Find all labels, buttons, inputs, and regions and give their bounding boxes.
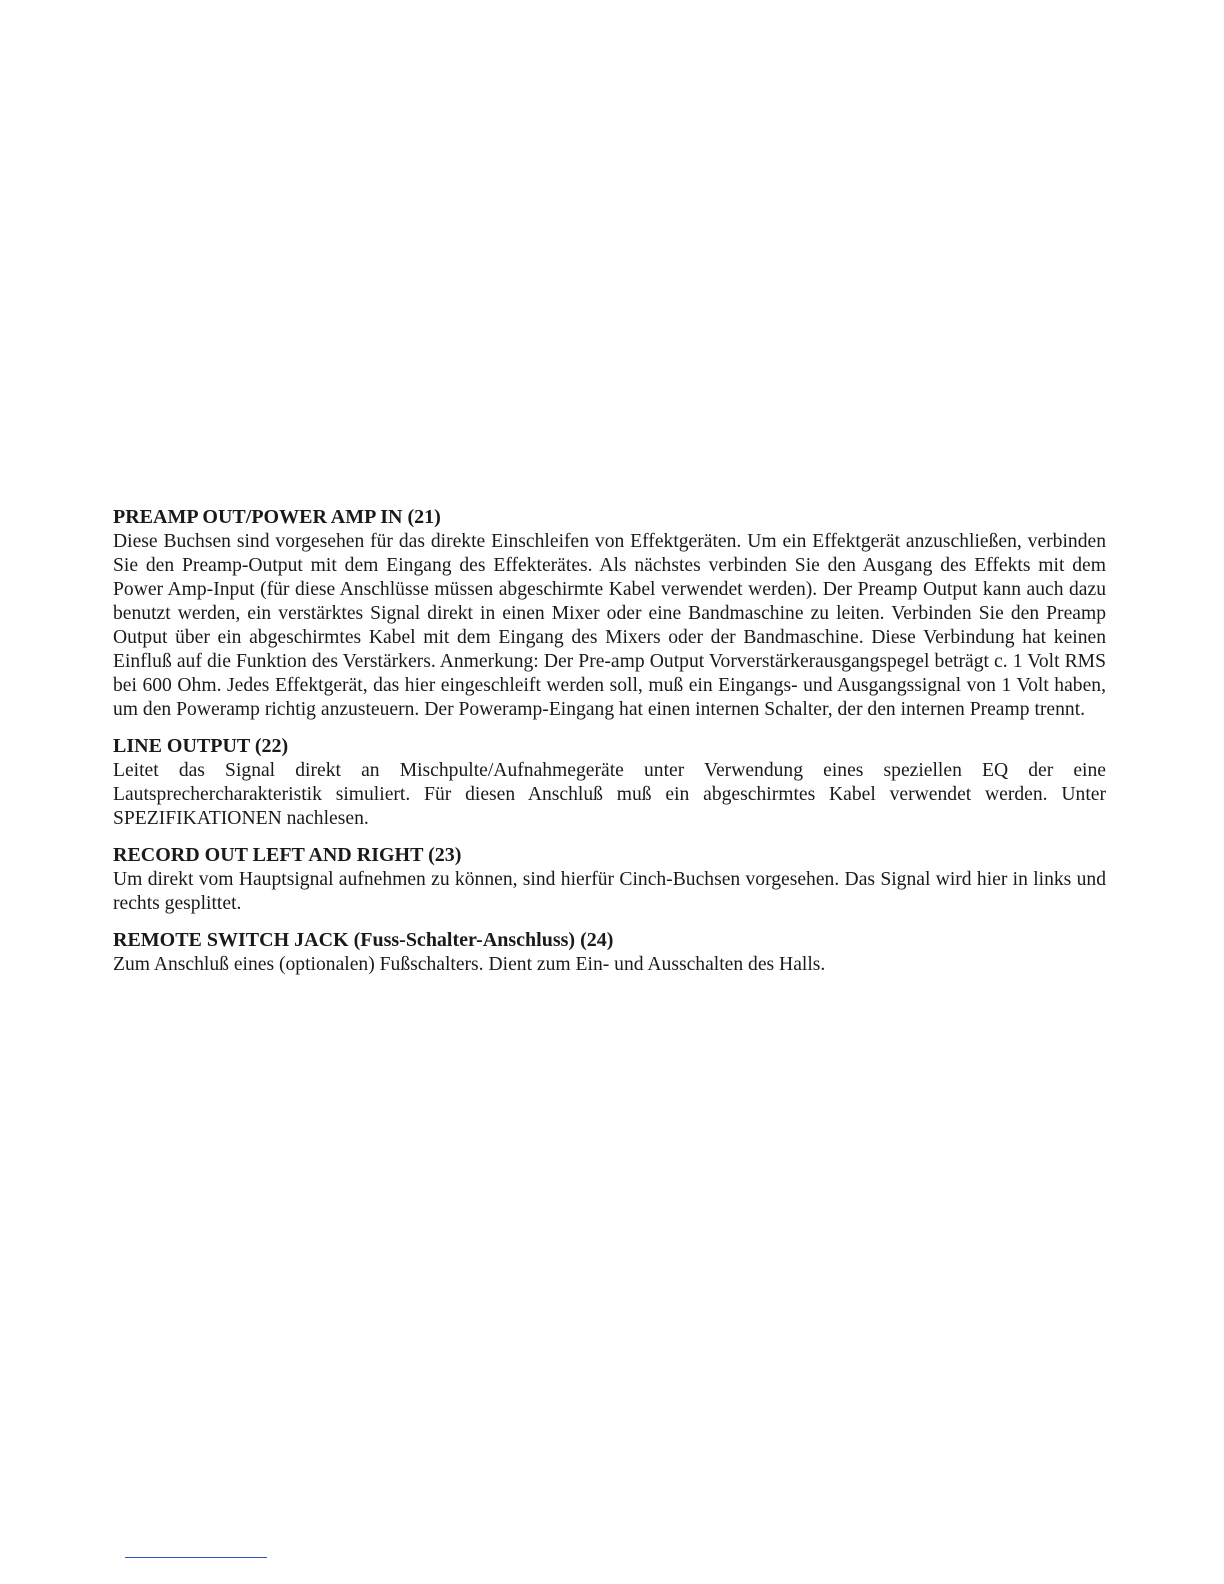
section-body: Zum Anschluß eines (optionalen) Fußschalters. Dient zum Ein- und Ausschalten des Halls.: [113, 954, 826, 975]
section-line-output: [113, 733, 1106, 831]
document-content: [113, 504, 1106, 988]
section-body: Diese Buchsen sind vorgesehen für das direkte Einschleifen von Effektgeräten. Um ein Effektgerät anzuschließen, verbinden Sie den Preamp-Output mit dem Eingang des Effekterätes. Als nächstes verbinden Sie den Ausgang des Effekts mit dem Power Amp-Input (für diese Anschlüsse müssen abgeschirmte Kabel verwendet werden). Der Preamp Output kann auch dazu benutzt werden, ein verstärktes Signal direkt in einen Mixer oder eine Bandmaschine zu leiten. Verbinden Sie den Preamp Output über ein abgeschirmtes Kabel mit dem Eingang des Mixers oder der Bandmaschine. Diese Verbindung hat keinen Einfluß auf die Funktion des Verstärkers. Anmerkung: Der Pre-amp Output Vorverstärkerausgangspegel beträgt c. 1 Volt RMS bei 600 Ohm. Jedes Effektgerät, das hier eingeschleift werden soll, muß ein Eingangs- und Ausgangssignal von 1 Volt haben, um den Poweramp richtig anzusteuern. Der Poweramp-Eingang hat einen internen Schalter, der den internen Preamp trennt.: [113, 531, 1106, 720]
section-body: Um direkt vom Hauptsignal aufnehmen zu können, sind hierfür Cinch-Buchsen vorgesehen. Das Signal wird hier in links und rechts gesplittet.: [113, 869, 1106, 914]
section-record-out: [113, 842, 1106, 916]
section-heading: RECORD OUT LEFT AND RIGHT (23): [113, 844, 462, 866]
section-preamp-out-power-amp-in: [113, 504, 1106, 722]
section-remote-switch-jack: [113, 927, 1106, 977]
section-heading: PREAMP OUT/POWER AMP IN (21): [113, 506, 441, 528]
section-body: Leitet das Signal direkt an Mischpulte/Aufnahmegeräte unter Verwendung eines speziellen EQ der eine Lautsprechercharakteristik simuliert. Für diesen Anschluß muß ein abgeschirmtes Kabel verwendet werden. Unter SPEZIFIKATIONEN nachlesen.: [113, 760, 1106, 829]
section-heading: LINE OUTPUT (22): [113, 735, 289, 757]
section-heading: REMOTE SWITCH JACK (Fuss-Schalter-Anschluss) (24): [113, 929, 614, 951]
footer-divider-line: [125, 1557, 267, 1558]
